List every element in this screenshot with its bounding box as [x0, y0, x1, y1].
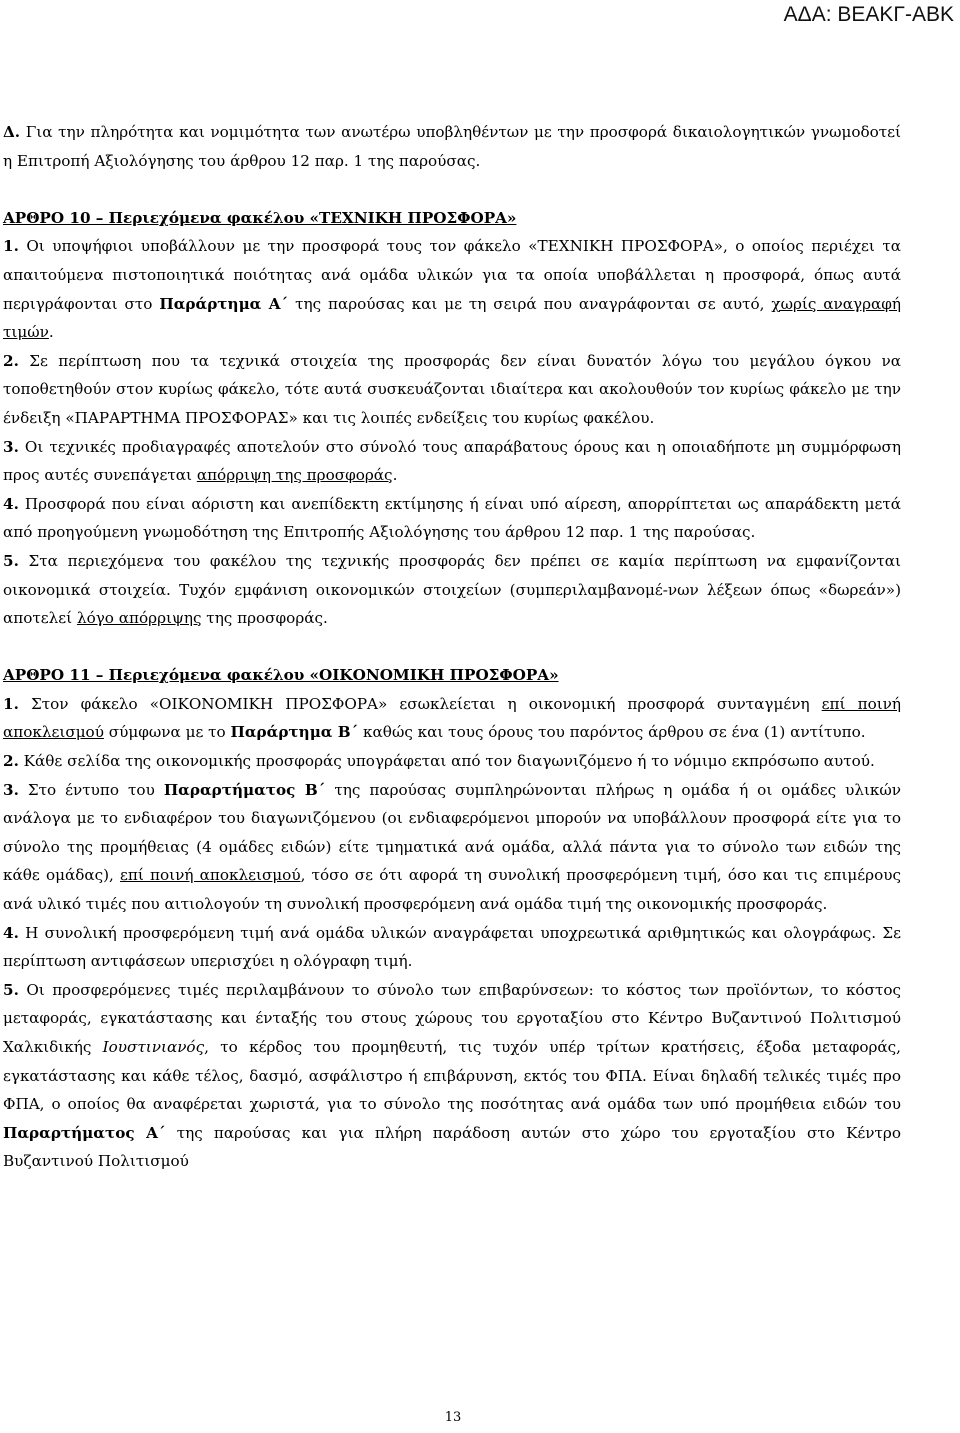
para-text: σύμφωνα με το: [103, 723, 231, 742]
italic-name: Ιουστινιανός: [102, 1038, 205, 1056]
article-11-para-4: [3, 919, 901, 976]
section-d: [3, 118, 901, 175]
article-11-para-5: [3, 976, 901, 1176]
para-text: Οι τεχνικές προδιαγραφές αποτελούν στο σύνολό τους απαράβατους όρους και η οποιαδήποτε μη συμμόρφωση προς αυτές συνεπάγεται: [3, 437, 901, 485]
article-10-title: ΑΡΘΡΟ 10 – Περιεχόμενα φακέλου «ΤΕΧΝΙΚΗ ΠΡΟΣΦΟΡΑ»: [3, 208, 517, 227]
para-text: της προσφοράς.: [201, 609, 328, 628]
annex-reference: Παραρτήματος Α΄: [3, 1123, 166, 1142]
document-body: [3, 118, 901, 1176]
para-text: , τόσο σε ότι αφορά τη συνολική προσφερόμενη τιμή, όσο και τις επιμέρους ανά υλικό τιμές που αιτιολογούν τη συνολική προσφερόμενη ανά ομάδα τιμή της οικονομικής προσφοράς.: [3, 866, 901, 914]
para-number: 3.: [3, 437, 19, 456]
para-text: Οι προσφερόμενες τιμές περιλαμβάνουν το σύνολο των επιβαρύνσεων: το κόστος των προϊόντων, το κόστος μεταφοράς, εγκατάστασης και ένταξής του στους χώρους του εργοταξίου στο Κέντρο Βυζαντινού Πολιτισμού Χαλκιδικής: [3, 980, 901, 1056]
annex-reference: Παράρτημα Α΄: [159, 294, 289, 313]
section-d-text: Για την πληρότητα και νομιμότητα των ανωτέρω υποβληθέντων με την προσφορά δικαιολογητικών γνωμοδοτεί η Επιτροπή Αξιολόγησης του άρθρου 12 παρ. 1 της παρούσας.: [3, 123, 901, 170]
para-number: 2.: [3, 351, 19, 370]
para-text: Στο έντυπο του: [18, 780, 164, 799]
article-10-para-1: [3, 232, 901, 346]
ada-code: ΑΔΑ: ΒΕΑΚΓ-ΑΒΚ: [783, 3, 954, 26]
para-text: της παρούσας και για πλήρη παράδοση αυτών στο χώρο του εργοταξίου στο Κέντρο Βυζαντινού Πολιτισμού: [3, 1123, 901, 1171]
article-10-para-4: [3, 490, 901, 547]
article-10-para-5: [3, 547, 901, 633]
para-number: 3.: [3, 780, 19, 799]
para-text: Κάθε σελίδα της οικονομικής προσφοράς υπογράφεται από τον διαγωνιζόμενο ή το νόμιμο εκπρόσωπο αυτού.: [18, 752, 875, 771]
article-11-para-2: [3, 747, 901, 776]
article-11-heading: [3, 661, 901, 690]
para-number: 1.: [3, 237, 19, 256]
article-11-title: ΑΡΘΡΟ 11 – Περιεχόμενα φακέλου «ΟΙΚΟΝΟΜΙΚΗ ΠΡΟΣΦΟΡΑ»: [3, 666, 559, 685]
para-text: Προσφορά που είναι αόριστη και ανεπίδεκτη εκτίμησης ή είναι υπό αίρεση, απορρίπτεται ως απαράδεκτη μετά από προηγούμενη γνωμοδότηση της Επιτροπής Αξιολόγησης του άρθρου 12 παρ. 1 της παρούσας.: [3, 494, 901, 542]
para-text: Στα περιεχόμενα του φακέλου της τεχνικής προσφοράς δεν πρέπει σε καμία περίπτωση να εμφανίζονται οικονομικά στοιχεία. Τυχόν εμφάνιση οικονομικών στοιχείων (συμπεριλαμβανομέ-νων λέξεων όπως «δωρεάν») αποτελεί: [3, 551, 901, 628]
para-text: Στον φάκελο «ΟΙΚΟΝΟΜΙΚΗ ΠΡΟΣΦΟΡΑ» εσωκλείεται η οικονομική προσφορά συνταγμένη: [18, 694, 822, 713]
para-text: Η συνολική προσφερόμενη τιμή ανά ομάδα υλικών αναγράφεται υποχρεωτικά αριθμητικώς και ολογράφως. Σε περίπτωση αντιφάσεων υπερισχύει η ολόγραφη τιμή.: [3, 923, 901, 971]
underlined-text: επί ποινή αποκλεισμού: [3, 694, 902, 742]
para-number: 2.: [3, 752, 19, 771]
para-number: 5.: [3, 980, 19, 999]
para-text: της παρούσας συμπληρώνονται πλήρως η ομάδα ή οι ομάδες υλικών ανάλογα με το ενδιαφέρον του διαγωνιζόμενου (οι ενδιαφερόμενοι μπορούν να υποβάλλουν προσφορά είτε για το σύνολο της προμήθειας (4 ομάδες ειδών) είτε τμηματικά ανά ομάδα, αλλά πάντα για το σύνολο των ειδών της κάθε ομάδας),: [3, 780, 902, 885]
underlined-text: επί ποινή αποκλεισμού: [120, 866, 301, 885]
para-text: .: [392, 466, 398, 485]
para-number: 5.: [3, 551, 19, 570]
annex-reference: Παράρτημα Β΄: [230, 723, 359, 742]
para-text: .: [48, 323, 54, 342]
para-number: 4.: [3, 923, 19, 942]
para-text: Οι υποψήφιοι υποβάλλουν με την προσφορά τους τον φάκελο «ΤΕΧΝΙΚΗ ΠΡΟΣΦΟΡΑ», ο οποίος περιέχει τα απαιτούμενα πιστοποιητικά ποιότητας ανά ομάδα υλικών για τα οποία υποβάλλεται η προσφορά, όπως αυτά περιγράφονται στο: [3, 237, 901, 313]
article-11-para-3: [3, 776, 901, 919]
article-10-para-3: [3, 433, 901, 490]
annex-reference: Παραρτήματος Β΄: [163, 780, 326, 799]
para-text: Σε περίπτωση που τα τεχνικά στοιχεία της προσφοράς δεν είναι δυνατόν λόγω του μεγάλου όγκου να τοποθετηθούν στον κυρίως φάκελο, τότε αυτά συσκευάζονται ιδιαίτερα και ακολουθούν τον κυρίως φάκελο με την ένδειξη «ΠΑΡΑΡΤΗΜΑ ΠΡΟΣΦΟΡΑΣ» και τις λοιπές ενδείξεις του κυρίως φακέλου.: [3, 351, 901, 427]
para-number: 1.: [3, 694, 19, 713]
para-text: της παρούσας και με τη σειρά που αναγράφονται σε αυτό,: [288, 294, 772, 313]
page-number: 13: [444, 1410, 462, 1425]
para-number: 4.: [3, 494, 19, 513]
underlined-text: λόγο απόρριψης: [76, 609, 202, 628]
underlined-text: απόρριψη της προσφοράς: [196, 466, 393, 485]
section-d-label: Δ.: [3, 123, 21, 141]
article-10-para-2: [3, 347, 901, 433]
para-text: , το κέρδος του προμηθευτή, τις τυχόν υπέρ τρίτων κρατήσεις, έξοδα μεταφοράς, εγκατάστασης και κάθε τέλος, δασμό, ασφάλιστρο ή επιβάρυνση, εκτός του ΦΠΑ. Είναι δηλαδή τελικές τιμές προ ΦΠΑ, ο οποίος θα αναφέρεται χωριστά, για το σύνολο της ποσότητας ανά ομάδα των υπό προμήθεια ειδών του: [3, 1038, 901, 1114]
article-11-para-1: [3, 690, 901, 747]
article-10-heading: [3, 204, 901, 233]
para-text: καθώς και τους όρους του παρόντος άρθρου σε ένα (1) αντίτυπο.: [358, 723, 866, 742]
underlined-text: χωρίς αναγραφή τιμών: [3, 294, 902, 342]
